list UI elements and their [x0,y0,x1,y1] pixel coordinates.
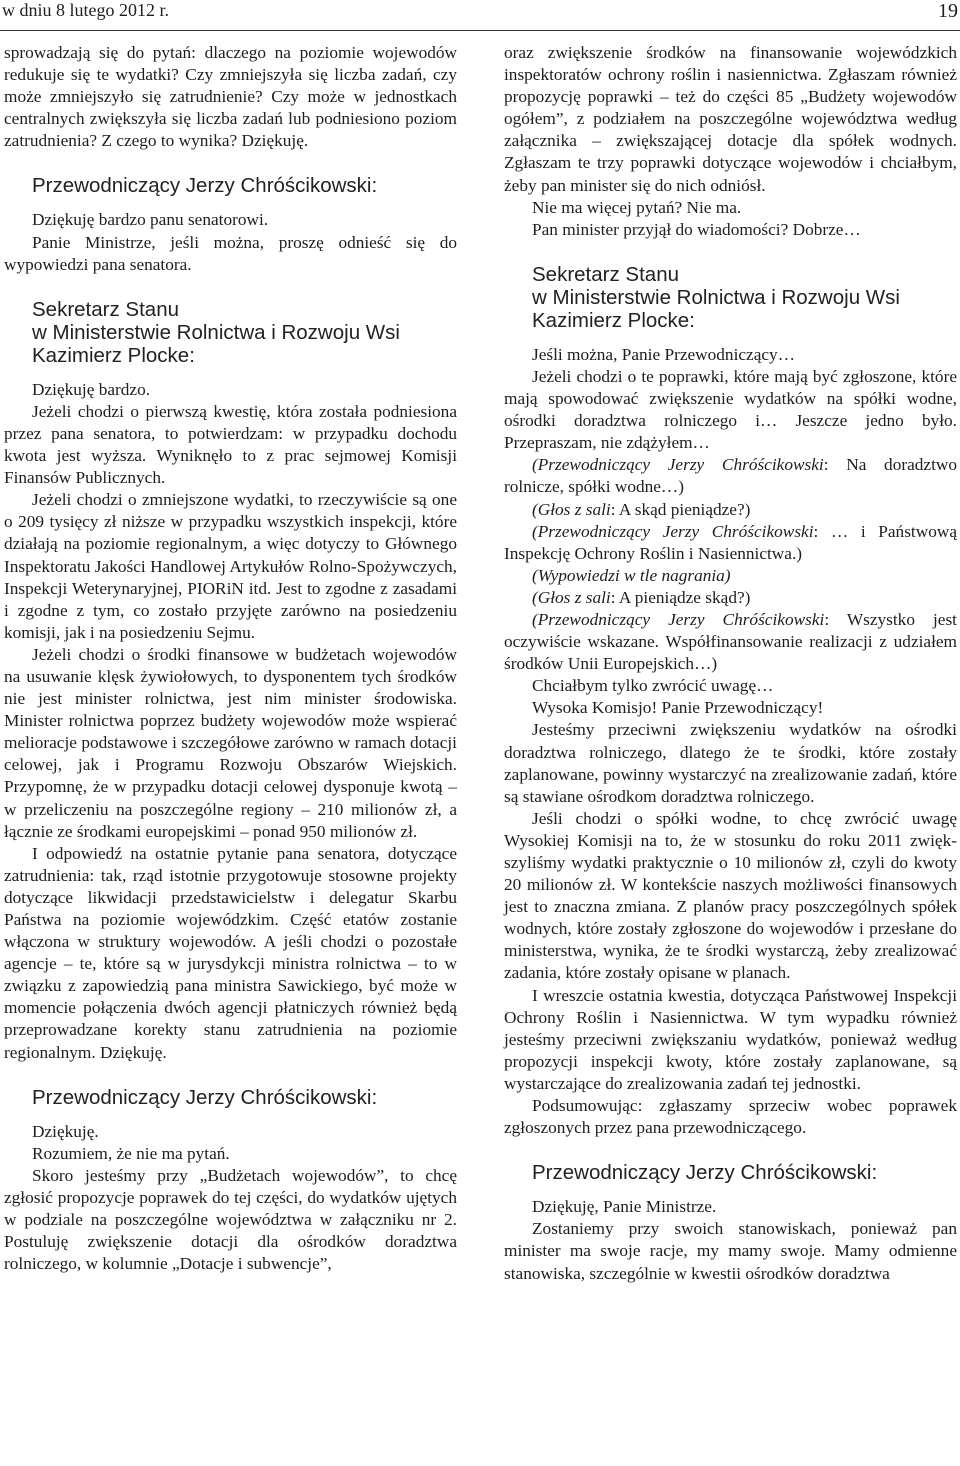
paragraph: (Przewodniczący Jerzy Chróścikowski: … i Państwową Inspekcję Ochrony Roślin i Nasiennictwa.) [504,521,957,563]
speaker-heading: Sekretarz Stanu w Ministerstwie Rolnictwa i Rozwoju Wsi Kazimierz Plocke: [32,297,400,367]
paragraph: Rozumiem, że nie ma pytań. [32,1143,230,1163]
paragraph: Chciałbym tylko zwrócić uwagę… [532,676,774,696]
paragraph: Panie Ministrze, jeśli można, proszę odnieść się do wypowiedzi pana senatora. [4,232,457,274]
paragraph: sprowadzają się do pytań: dlaczego na poziomie wojewodów redukuje się te wydatki? Czy zmniejszyła się liczba zadań, czy może zmniejszyło się zatrudnienie? Czy może w jednostkach centralnych zwiększyła się liczba zadań lub podniesiono poziom zatrudnienia? Z czego to wynika? Dziękuję. [4,43,457,151]
header-rule [0,30,960,31]
speaker-heading: Sekretarz Stanu w Ministerstwie Rolnictwa i Rozwoju Wsi Kazimierz Plocke: [532,262,900,332]
session-date: w dniu 8 lutego 2012 r. [2,0,169,20]
paragraph: Podsumowując: zgłaszamy sprzeciw wobec poprawek zgłoszonych przez pana przewodniczącego. [504,1096,957,1138]
paragraph: Jeśli chodzi o spółki wodne, to chcę zwrócić uwagę Wysokiej Komisji na to, że w stosunku do roku 2011 zwiększyliśmy wydatki praktycznie o 10 milionów zł, czyli do kwoty 20 milionów zł. W kontekście naszych możliwości finansowych jest to znaczna zmiana. Z planów pracy poszczególnych spółek wodnych, które zostały zgłoszone do wojewodów i przesłane do ministerstwa, wynika, że te środki wystarczą, żeby zrealizować zadania, które zostały opisane w planach. [504,808,957,983]
paragraph: I odpowiedź na ostatnie pytanie pana senatora, dotyczące zatrudnienia: tak, rząd istotnie przygotowuje stosowne projekty dotyczące likwidacji przedstawicielstw i delegatur Skarbu Państwa na poziomie wojewódzkim. Część etatów zostanie włączona w struktury wojewodów. A jeśli chodzi o pozostałe agencje – te, które są w jurysdykcji ministra rolnictwa – to w związku z zapowiedzią pana ministra Sawickiego, być może w momencie połączenia dwóch agencji płatniczych również będą przeprowadzane korekty stanu zatrudnienia na poziomie regionalnym. Dziękuję. [4,843,457,1062]
page-number: 19 [938,0,958,22]
speaker-heading: Przewodniczący Jerzy Chróścikowski: [532,1161,878,1185]
paragraph: Dziękuję. [32,1121,99,1141]
paragraph: Jesteśmy przeciwni zwiększeniu wydatków na ośrodki doradztwa rolniczego, dlatego że te środki, które zostały zaplanowane, powinny wystarczyć na zrealizowanie zadań, które są stawiane ośrodkom doradztwa rolniczego. [504,720,957,806]
paragraph: Jeżeli chodzi o zmniejszone wydatki, to rzeczywiście są one o 209 tysięcy zł niższe w przypadku wszystkich inspekcji, które działają na poziomie regionalnym, a więc dotyczy to Głównego Inspektoratu Jakości Handlowej Artykułów Rolno-Spożywczych, Inspekcji Weterynaryjnej, PIORiN itd. Jest to zgodne z zasadami i zgodne z tym, co zostało przyjęte zarówno na posiedzeniu komisji, jak i na posiedzeniu Sejmu. [4,490,457,642]
paragraph: Nie ma więcej pytań? Nie ma. [532,197,742,217]
speaker-heading: Przewodniczący Jerzy Chróścikowski: [32,1085,378,1109]
paragraph: Dziękuję bardzo. [32,379,151,399]
paragraph: I wreszcie ostatnia kwestia, dotycząca Państwowej Inspekcji Ochrony Roślin i Nasiennictwa. W tym wypadku również jesteśmy przeciwni zwiększaniu wydatków, ponieważ według propozycji inspekcji kwoty, które zostały zaplanowane, są wystarczające do zrealizowania zadań tej jednostki. [504,985,957,1093]
paragraph: (Wypowiedzi w tle nagrania) [532,565,731,585]
paragraph: (Głos z sali: A pieniądze skąd?) [532,587,751,607]
paragraph: Jeśli można, Panie Przewodniczący… [532,344,795,364]
paragraph: Dziękuję, Panie Ministrze. [532,1197,717,1217]
paragraph: Dziękuję bardzo panu senatorowi. [32,210,269,230]
paragraph: Pan minister przyjął do wiadomości? Dobrze… [532,219,861,239]
paragraph: (Głos z sali: A skąd pieniądze?) [532,499,751,519]
speaker-heading: Przewodniczący Jerzy Chróścikowski: [32,174,378,198]
paragraph: Jeżeli chodzi o pierwszą kwestię, która została podniesiona przez pana senatora, to potwierdzam: w przypadku dochodu kwota jest wyższa. Wyniknęło to z prac sejmowej Komisji Finansów Publicznych. [4,401,457,488]
paragraph: Zostaniemy przy swoich stanowiskach, ponieważ pan minister ma swoje racje, my mamy swoje. Mamy odmienne stanowiska, szczególnie w kwestii ośrodków doradztwa [504,1219,957,1283]
paragraph: Jeżeli chodzi o środki finansowe w budżetach wojewodów na usuwanie klęsk żywiołowych, to dysponentem tych środków nie jest minister rolnictwa, jest nim minister środowiska. Minister rolnictwa poprzez budżety wojewodów może wspierać melioracje podstawowe i szczegółowe zarówno w ramach dotacji celowej, jak i Programu Rozwoju Obszarów Wiejskich. Przypomnę, że w przypadku dotacji celowej dysponuje kwotą – w przeliczeniu na poszczególne regiony – 210 milionów zł, a łącznie ze środkami europejskimi – ponad 950 milionów zł. [4,644,457,841]
paragraph: Jeżeli chodzi o te poprawki, które mają być zgłoszone, które mają spowodować zwiększenie wydatków na spółki wodne, ośrodki doradztwa rolniczego i… Jeszcze jedno było. Przepraszam, nie zdążyłem… [504,366,957,453]
left-column [4,42,457,1275]
paragraph: Wysoka Komisjo! Panie Przewodniczący! [532,698,824,718]
paragraph: (Przewodniczący Jerzy Chróścikowski: Na doradztwo rolnicze, spółki wodne…) [504,455,957,497]
paragraph: (Przewodniczący Jerzy Chróścikowski: Wszystko jest oczywiście wskazane. Współfinansowanie realizacji z udziałem środków Unii Europejskich…) [504,609,957,674]
paragraph: oraz zwiększenie środków na finansowanie wojewódzkich inspektoratów ochrony roślin i nasiennictwa. Zgłaszam również propozycję poprawki – też do części 85 „Budżety wojewodów ogółem”, z podziałem na poszczególne województwa według załącznika – zwiększającej dotacje dla spółek wodnych. Zgłaszam te trzy poprawki dotyczące wojewodów i chciałbym, żeby pan minister się do nich odniósł. [504,43,957,195]
right-column [504,42,957,1285]
paragraph: Skoro jesteśmy przy „Budżetach wojewodów”, to chcę zgłosić propozycje poprawek do tej części, do wydatków ujętych w podziale na poszczególne województwa w załączniku nr 2. Postuluję zwiększenie dotacji dla ośrodków doradztwa rolniczego, w kolumnie „Dotacje i subwencje”, [4,1165,457,1274]
